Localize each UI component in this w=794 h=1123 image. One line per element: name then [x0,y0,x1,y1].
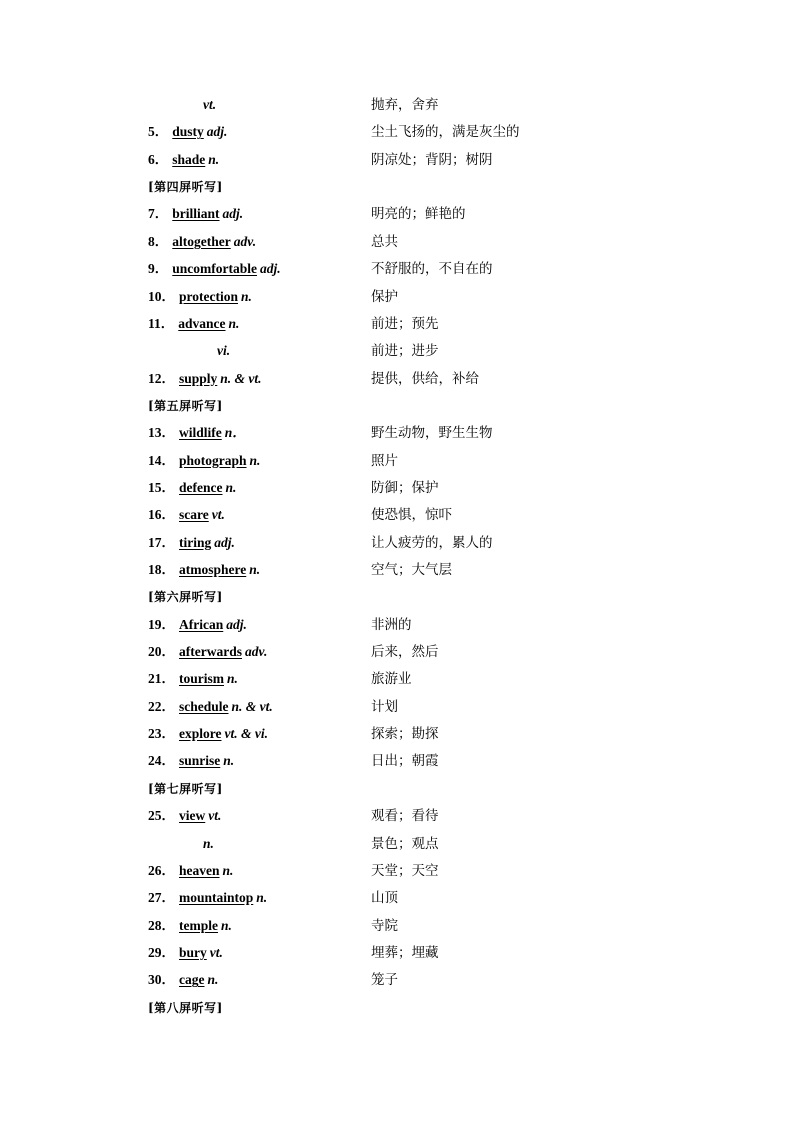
entry-chinese-meaning: 埋葬；埋藏 [371,944,439,961]
entry-part-of-speech: adj. [206,124,228,140]
entry-word: dusty [172,124,204,140]
entry-chinese-meaning: 空气；大气层 [371,562,452,578]
entry-number: 25． [148,808,175,824]
entry-number: 30． [148,972,175,988]
entry-chinese-meaning: 明亮的；鲜艳的 [371,206,466,223]
vocab-entry-row [0,558,794,582]
vocab-entry-row [0,285,794,309]
section-heading: [第六屏听写] [148,590,223,605]
entry-part-of-speech: vi. [217,343,231,359]
entry-english [148,230,256,254]
entry-chinese-meaning: 非洲的 [371,616,412,633]
entry-number: 20． [148,644,175,659]
vocab-entry-row [0,202,794,226]
entry-word: brilliant [172,206,220,222]
entry-chinese-meaning: 阴凉处；背阴；树阴 [371,151,493,168]
vocab-entry-row [0,312,794,336]
entry-english [148,613,247,637]
entry-word: bury [179,944,207,960]
entry-number: 24． [148,753,175,769]
entry-chinese-meaning: 笼子 [371,972,398,989]
entry-word: protection [179,288,238,304]
entry-word: heaven [179,862,220,878]
entry-word: schedule [179,698,229,714]
vocab-entry-row [0,667,794,691]
entry-part-of-speech: vt. [211,507,225,523]
entry-chinese-meaning: 天堂；天空 [371,862,439,879]
entry-word: shade [172,151,206,167]
entry-chinese-meaning: 日出；朝霞 [371,753,439,770]
vocab-entry-row [0,640,794,664]
section-heading-row [0,585,794,609]
entry-word: defence [179,479,223,495]
entry-number: 22． [148,698,175,714]
entry-word: scare [179,507,209,523]
entry-part-of-speech: vt. [209,944,223,960]
entry-word: view [179,808,206,824]
entry-part-of-speech: n. & vt. [231,698,273,714]
entry-number: 17． [148,534,175,550]
entry-part-of-speech: n． [224,425,246,441]
entry-number: 6． [148,151,169,167]
entry-english [148,421,246,445]
entry-chinese-meaning: 总共 [371,233,398,250]
entry-part-of-speech: adv. [244,644,268,659]
entry-english [148,749,234,773]
vocab-entry-row [0,230,794,254]
entry-number: 11． [148,315,175,331]
vocab-entry-row [0,148,794,172]
entry-part-of-speech: adj. [226,616,247,632]
entry-english [148,859,233,883]
entry-english [148,148,219,172]
section-heading: [第五屏听写] [148,398,223,413]
entry-number: 19． [148,616,175,632]
entry-english [217,339,230,363]
entry-part-of-speech: n. [207,972,219,988]
entry-part-of-speech: n. [228,315,240,331]
entry-chinese-meaning: 旅游业 [371,671,412,688]
entry-part-of-speech: n. [249,452,261,468]
vocab-sub-sense-row [0,93,794,117]
vocab-sub-sense-row [0,339,794,363]
entry-number: 29． [148,944,175,960]
entry-part-of-speech: n. [203,835,214,851]
entry-part-of-speech: n. & vt. [220,370,262,386]
entry-number: 12． [148,370,175,386]
entry-number: 27． [148,890,175,906]
entry-chinese-meaning: 防御；保护 [371,479,439,496]
entry-word: temple [179,917,218,933]
entry-number: 9． [148,261,169,277]
entry-part-of-speech: vt. & vi. [224,726,268,742]
vocab-entry-row [0,257,794,281]
entry-english [148,202,243,226]
vocab-sub-sense-row [0,832,794,856]
entry-number: 21． [148,671,175,687]
vocab-entry-row [0,531,794,555]
entry-part-of-speech: n. [222,862,234,878]
vocab-entry-row [0,503,794,527]
vocab-entry-row [0,859,794,883]
entry-word: wildlife [179,425,222,441]
entry-word: tiring [179,534,212,550]
entry-english [148,722,268,746]
entry-english [148,531,235,555]
entry-part-of-speech: adv. [233,233,257,249]
entry-part-of-speech: n. [256,890,268,906]
entry-chinese-meaning: 山顶 [371,890,398,907]
entry-number: 15． [148,479,175,495]
entry-part-of-speech: adj. [260,261,281,277]
entry-chinese-meaning: 寺院 [371,917,398,934]
vocab-entry-row [0,613,794,637]
vocab-entry-row [0,886,794,910]
entry-number: 28． [148,917,175,933]
entry-english [148,449,260,473]
entry-part-of-speech: n. [241,288,252,304]
entry-part-of-speech: n. [249,562,261,577]
entry-word: uncomfortable [172,261,257,277]
entry-chinese-meaning: 抛弃，舍弃 [371,97,439,113]
entry-english [148,941,223,965]
entry-chinese-meaning: 前进；进步 [371,343,439,360]
entry-english [148,558,260,582]
entry-number: 5． [148,124,169,140]
entry-word: afterwards [179,644,242,659]
entry-chinese-meaning: 不舒服的，不自在的 [371,261,493,278]
entry-number: 23． [148,726,175,742]
entry-chinese-meaning: 提供，供给，补给 [371,370,479,387]
entry-word: photograph [179,452,247,468]
section-heading-row [0,777,794,801]
section-heading: [第四屏听写] [148,180,223,195]
entry-chinese-meaning: 野生动物，野生生物 [371,425,493,442]
entry-chinese-meaning: 保护 [371,288,398,305]
section-heading: [第八屏听写] [148,1000,223,1015]
entry-number: 16． [148,507,175,523]
section-heading-row [0,996,794,1020]
entry-chinese-meaning: 让人疲劳的，累人的 [371,534,493,551]
section-heading-row [0,175,794,199]
entry-number: 10． [148,288,175,304]
entry-english [148,257,281,281]
vocab-entry-row [0,120,794,144]
vocab-entry-row [0,421,794,445]
entry-part-of-speech: adj. [214,534,235,550]
entry-word: cage [179,972,205,988]
entry-english [148,695,273,719]
entry-part-of-speech: n. [227,671,238,687]
vocab-entry-row [0,367,794,391]
entry-chinese-meaning: 照片 [371,452,398,469]
entry-word: altogether [172,233,231,249]
entry-english [203,832,214,856]
entry-english [148,640,267,664]
entry-english [148,476,236,500]
entry-english [148,667,238,691]
entry-word: advance [178,315,226,331]
entry-number: 18． [148,562,175,577]
entry-part-of-speech: n. [220,917,232,933]
entry-chinese-meaning: 计划 [371,698,398,715]
section-heading: [第七屏听写] [148,781,223,796]
entry-number: 8． [148,233,169,249]
entry-chinese-meaning: 观看；看待 [371,808,439,825]
entry-part-of-speech: n. [208,151,220,167]
vocab-entry-row [0,968,794,992]
entry-part-of-speech: n. [223,753,235,769]
entry-english [148,312,239,336]
vocab-entry-row [0,695,794,719]
vocab-entry-row [0,804,794,828]
entry-english [148,120,227,144]
entry-number: 26． [148,862,175,878]
entry-number: 13． [148,425,175,441]
entry-chinese-meaning: 使恐惧，惊吓 [371,507,452,524]
entry-word: supply [179,370,218,386]
entry-part-of-speech: vt. [208,808,222,824]
vocab-entry-row [0,722,794,746]
entry-word: atmosphere [179,562,247,577]
entry-english [148,503,225,527]
vocab-entry-row [0,941,794,965]
entry-part-of-speech: adj. [222,206,244,222]
entry-chinese-meaning: 尘土飞扬的，满是灰尘的 [371,124,520,141]
entry-chinese-meaning: 探索；勘探 [371,726,439,743]
entry-part-of-speech: vt. [203,97,217,112]
entry-english [148,804,221,828]
entry-english [203,93,216,117]
entry-word: African [179,616,224,632]
vocab-entry-row [0,749,794,773]
entry-number: 14． [148,452,175,468]
entry-chinese-meaning: 景色；观点 [371,835,439,852]
vocab-entry-row [0,914,794,938]
section-heading-row [0,394,794,418]
entry-english [148,367,262,391]
entry-word: sunrise [179,753,221,769]
entry-english [148,285,252,309]
entry-word: mountaintop [179,890,254,906]
vocab-entry-row [0,449,794,473]
entry-number: 7． [148,206,169,222]
entry-english [148,914,232,938]
entry-part-of-speech: n. [225,479,237,495]
entry-english [148,886,267,910]
entry-english [148,968,218,992]
entry-chinese-meaning: 后来，然后 [371,644,439,660]
entry-word: tourism [179,671,224,687]
vocab-entry-row [0,476,794,500]
entry-word: explore [179,726,222,742]
entry-chinese-meaning: 前进；预先 [371,315,439,332]
